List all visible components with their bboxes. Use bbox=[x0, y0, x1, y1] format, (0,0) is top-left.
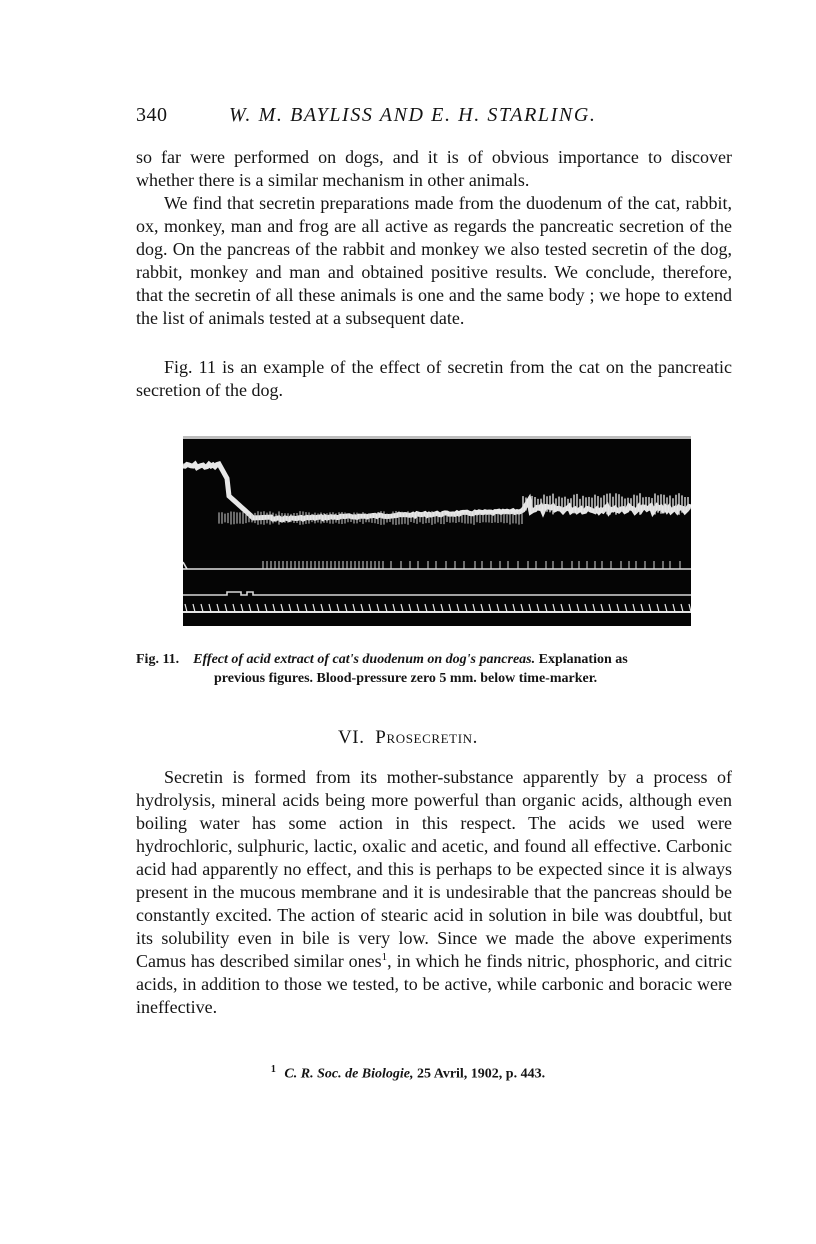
footnote-mark: 1 bbox=[270, 1064, 276, 1075]
running-head-authors: W. M. BAYLISS AND E. H. STARLING. bbox=[229, 104, 597, 126]
caption-line-1 bbox=[136, 650, 732, 669]
section-heading bbox=[0, 727, 816, 749]
caption-line-1-text bbox=[193, 650, 628, 669]
section-title: Prosecretin. bbox=[375, 727, 478, 748]
paragraph-continuation: so far were performed on dogs, and it is of obvious importance to discover whether there is a similar mechanism in other animals. bbox=[136, 147, 732, 190]
figure-11-kymograph-tracing bbox=[183, 436, 691, 626]
caption-rest: Explanation as bbox=[538, 652, 628, 667]
top-edge bbox=[183, 436, 691, 439]
caption-label: Fig. 11. bbox=[136, 652, 180, 667]
section-numeral: VI. bbox=[337, 727, 365, 748]
page-number: 340 bbox=[136, 104, 168, 126]
paragraph-prosecretin-text-end: , in which he finds nitric, phosphoric, and citric acids, in addition to those we tested, to be active, while carbonic and boracic were ineffective. bbox=[136, 951, 733, 1017]
paragraph-secretin-species: We find that secretin preparations made from the duodenum of the cat, rabbit, ox, monkey, man and frog are all active as regards the pancreatic secretion of the dog. On the pancreas of the rabbit and monkey we also tested secretin of the dog, rabbit, monkey and man and obtained positive results. We conclude, therefore, that the secretin of all these animals is one and the same body ; we hope to extend the list of animals tested at a subsequent date. bbox=[136, 193, 732, 328]
caption-italic: Effect of acid extract of cat's duodenum on dog's pancreas. bbox=[193, 652, 536, 667]
figure-caption bbox=[136, 650, 732, 688]
paragraph-prosecretin-text: Secretin is formed from its mother-substance apparently by a process of hydrolysis, mineral acids being more powerful than organic acids, although even boiling water has some action in this respect. The acids we used were hydrochloric, sulphuric, lactic, oxalic and acetic, and found all effective. Carbonic acid had apparently no effect, and this is perhaps to be expected since it is always present in the mucous membrane and it is undesirable that the pancreas should be constantly excited. The action of stearic acid in solution in bile was doubtful, but its solubility even in bile is very low. Since we made the above experiments Camus has described similar ones bbox=[136, 767, 732, 971]
kymograph-svg bbox=[183, 436, 691, 626]
footnote-journal: C. R. Soc. de Biologie, bbox=[284, 1066, 414, 1082]
footnote bbox=[0, 1064, 816, 1083]
running-header bbox=[136, 104, 732, 134]
footnote-reference: 1 bbox=[381, 951, 388, 963]
caption-line-2: previous figures. Blood-pressure zero 5 mm. below time-marker. bbox=[214, 671, 598, 686]
tracing-background bbox=[183, 436, 691, 626]
paragraph-figure-reference: Fig. 11 is an example of the effect of secretin from the cat on the pancreatic secretion of the dog. bbox=[136, 357, 732, 400]
paragraph-prosecretin bbox=[136, 766, 732, 1019]
footnote-detail: 25 Avril, 1902, p. 443. bbox=[417, 1066, 546, 1082]
